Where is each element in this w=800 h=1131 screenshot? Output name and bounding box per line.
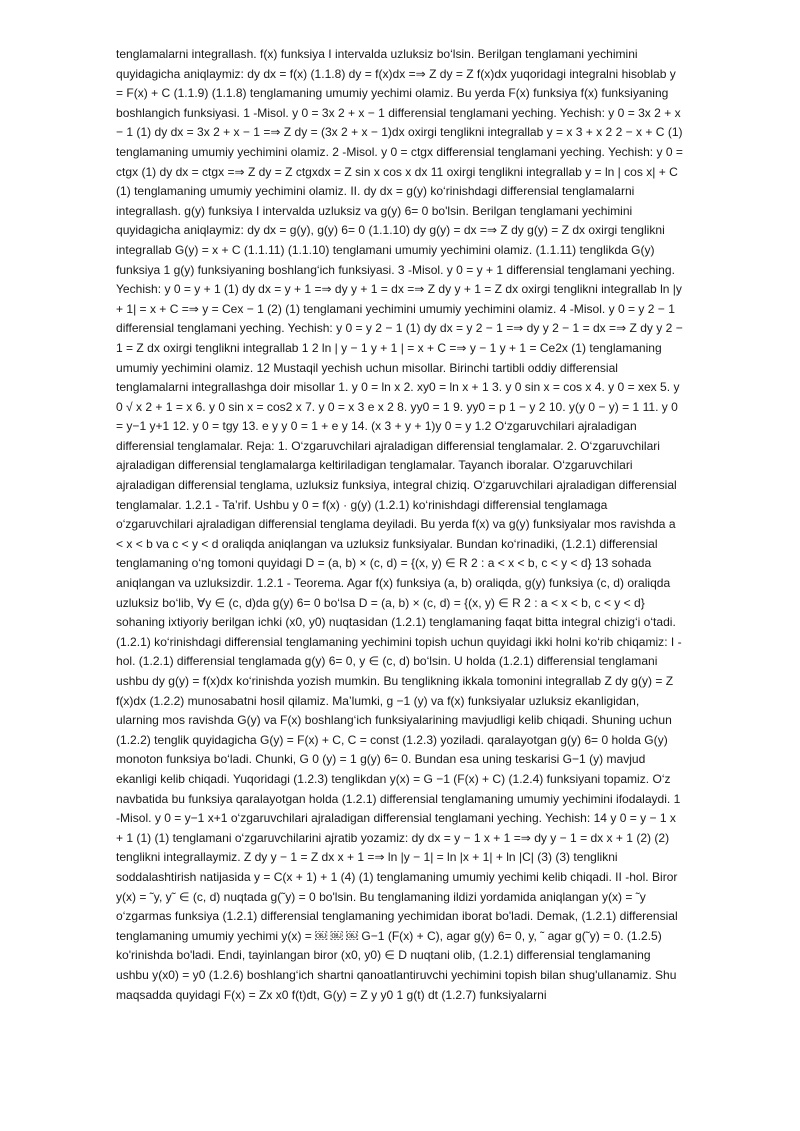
body-text: tenglamalarni integrallash. f(x) funksiya I intervalda uzluksiz bo‘lsin. Berilgan tenglamani yechimini quyidagicha aniqlaymiz: dy dx = f(x) (1.1.8) dy = f(x)dx =⇒ Z dy = Z f(x)dx yuqoridagi integralni hisoblab y = F(x) + C (1.1.9) (1.1.8) tenglamaning umumiy yechimi olamiz. Bu yerda F(x) funksiya f(x) funksiyaning boshlangich funksiyasi. 1 -Misol. y 0 = 3x 2 + x − 1 differensial tenglamani yeching. Yechish: y 0 = 3x 2 + x − 1 (1) dy dx = 3x 2 + x − 1 =⇒ Z dy = (3x 2 + x − 1)dx oxirgi tenglikni integrallab y = x 3 + x 2 2 − x + C (1) tenglamaning umumiy yechimini olamiz. 2 -Misol. y 0 = ctgx differensial tenglamani yeching. Yechish: y 0 = ctgx (1) dy dx = ctgx =⇒ Z dy = Z ctgxdx = Z sin x cos x dx 11 oxirgi tenglikni integrallab y = ln | cos x| + C (1) tenglamaning umumiy yechimini olamiz. II. dy dx = g(y) ko‘rinishdagi differensial tenglamalarni integrallash. g(y) funksiya I intervalda uzluksiz va g(y) 6= 0 bo'lsin. Berilgan tenglamani yechimini quyidagicha aniqlaymiz: dy dx = g(y), g(y) 6= 0 (1.1.10) dy g(y) = dx =⇒ Z dy g(y) = Z dx oxirgi tenglikni integrallab G(y) = x + C (1.1.11) (1.1.10) tenglamani umumiy yechimini olamiz. (1.1.11) tenglikda G(y) funksiya 1 g(y) funksiyaning boshlang‘ich funksiyasi. 3 -Misol. y 0 = y + 1 differensial tenglamani yeching. Yechish: y 0 = y + 1 (1) dy dx = y + 1 =⇒ dy y + 1 = dx =⇒ Z dy y + 1 = Z dx oxirgi tenglikni integrallab ln |y + 1| = x + C =⇒ y = Cex − 1 (2) (1) tenglamani yechimini umumiy yechimini olamiz. 4 -Misol. y 0 = y 2 − 1 differensial tenglamani yeching. Yechish: y 0 = y 2 − 1 (1) dy dx = y 2 − 1 =⇒ dy y 2 − 1 = dx =⇒ Z dy y 2 − 1 = Z dx oxirgi tenglikni integrallab 1 2 ln | y − 1 y + 1 | = x + C =⇒ y − 1 y + 1 = Ce2x (1) tenglamaning umumiy yechimini olamiz. 12 Mustaqil yechish uchun misollar. Birinchi tartibli oddiy differensial tenglamalarni integrallashga doir misollar 1. y 0 = ln x 2. xy0 = ln x + 1 3. y 0 sin x = cos x 4. y 0 = xex 5. y 0 √ x 2 + 1 = x 6. y 0 sin x = cos2 x 7. y 0 = x 3 e x 2 8. yy0 = 1 9. yy0 = p 1 − y 2 10. y(y 0 − y) = 1 11. y 0 = y−1 y+1 12. y 0 = tgy 13. e y y 0 = 1 + e y 14. (x 3 + y + 1)y 0 = y 1.2 O‘zgaruvchilari ajraladigan differensial tenglamalar. Reja: 1. O‘zgaruvchilari ajraladigan differensial tenglamalar. 2. O‘zgaruvchilari ajraladigan differensial tenglamalarga keltiriladigan tenglamalar. Tayanch iboralar. O‘zgaruvchilari ajraladigan differensial tenglama, uzluksiz funksiya, integral chiziq. O‘zgaruvchilari ajraladigan differensial tenglamalar. 1.2.1 - Ta’rif. Ushbu y 0 = f(x) · g(y) (1.2.1) ko‘rinishdagi differensial tenglamaga o‘zgaruvchilari ajraladigan differensial tenglama deyiladi. Bu yerda f(x) va g(y) funksiyalar mos ravishda a < x < b va c < y < d oraliqda aniqlangan va uzluksiz funksiyalar. Bundan ko‘rinadiki, (1.2.1) differensial tenglamaning o‘ng tomoni quyidagi D = (a, b) × (c, d) = {(x, y) ∈ R 2 : a < x < b, c < y < d} 13 sohada aniqlangan va uzluksizdir. 1.2.1 - Teorema. Agar f(x) funksiya (a, b) oraliqda, g(y) funksiya (c, d) oraliqda uzluksiz bo‘lib, ∀y ∈ (c, d)da g(y) 6= 0 bo‘lsa D = (a, b) × (c, d) = {(x, y) ∈ R 2 : a < x < b, c < y < d} sohaning ixtiyoriy berilgan ichki (x0, y0) nuqtasidan (1.2.1) tenglamaning faqat bitta integral chizig‘i o‘tadi. (1.2.1) ko‘rinishdagi differensial tenglamaning yechimini topish uchun quyidagi ikki holni ko‘rib chiqamiz: I -hol. (1.2.1) differensial tenglamada g(y) 6= 0, y ∈ (c, d) bo‘lsin. U holda (1.2.1) differensial tenglamani ushbu dy g(y) = f(x)dx ko‘rinishda yozish mumkin. Bu tenglikning ikkala tomonini integrallab Z dy g(y) = Z f(x)dx (1.2.2) munosabatni hosil qilamiz. Ma’lumki, g −1 (y) va f(x) funksiyalar uzluksiz ekanligidan, ularning mos ravishda G(y) va F(x) boshlang‘ich funksiyalarining mavjudligi kelib chiqadi. Shuning uchun (1.2.2) tenglik quyidagicha G(y) = F(x) + C, C = const (1.2.3) yoziladi. qaralayotgan g(y) 6= 0 holda G(y) monoton funksiya bo‘ladi. Chunki, G 0 (y) = 1 g(y) 6= 0. Bundan esa uning teskarisi G−1 (y) mavjud ekanligi kelib chiqadi. Yuqoridagi (1.2.3) tenglikdan y(x) = G −1 (F(x) + C) (1.2.4) funksiyani topamiz. O‘z navbatida bu funksiya qaralayotgan holda (1.2.1) differensial tenglamaning umumiy yechimini ifodalaydi. 1 -Misol. y 0 = y−1 x+1 o‘zgaruvchilari ajraladigan differensial tenglamani yeching. Yechish: 14 y 0 = y − 1 x + 1 (1) (1) tenglamani o‘zgaruvchilarini ajratib yozamiz: dy dx = y − 1 x + 1 =⇒ dy y − 1 = dx x + 1 (2) (2) tenglikni integrallaymiz. Z dy y − 1 = Z dx x + 1 =⇒ ln |y − 1| = ln |x + 1| + ln |C| (3) (3) tenglikni soddalashtirish natijasida y = C(x + 1) + 1 (4) (1) tenglamaning umumiy yechimi kelib chiqadi. II -hol. Biror y(x) = ˜y, y˜ ∈ (c, d) nuqtada g(˜y) = 0 bo'lsin. Bu tenglamaning ildizi yordamida aniqlangan y(x) = ˜y o‘zgarmas funksiya (1.2.1) differensial tenglamaning yechimidan iborat bo'ladi. Demak, (1.2.1) differensial tenglamaning umumiy yechimi y(x) = ￼ ￼ ￼ G−1 (F(x) + C), agar g(y) 6= 0, y, ˜ agar g(˜y) = 0. (1.2.5) ko'rinishda bo'ladi. Endi, tayinlangan biror (x0, y0) ∈ D nuqtani olib, (1.2.1) differensial tenglamaning ushbu y(x0) = y0 (1.2.6) boshlang‘ich shartni qanoatlantiruvchi yechimini topish bilan shug'ullanamiz. Shu maqsadda quyidagi F(x) = Zx x0 f(t)dt, G(y) = Z y y0 1 g(t) dt (1.2.7) funksiyalarni bbox=[116, 47, 683, 1002]
